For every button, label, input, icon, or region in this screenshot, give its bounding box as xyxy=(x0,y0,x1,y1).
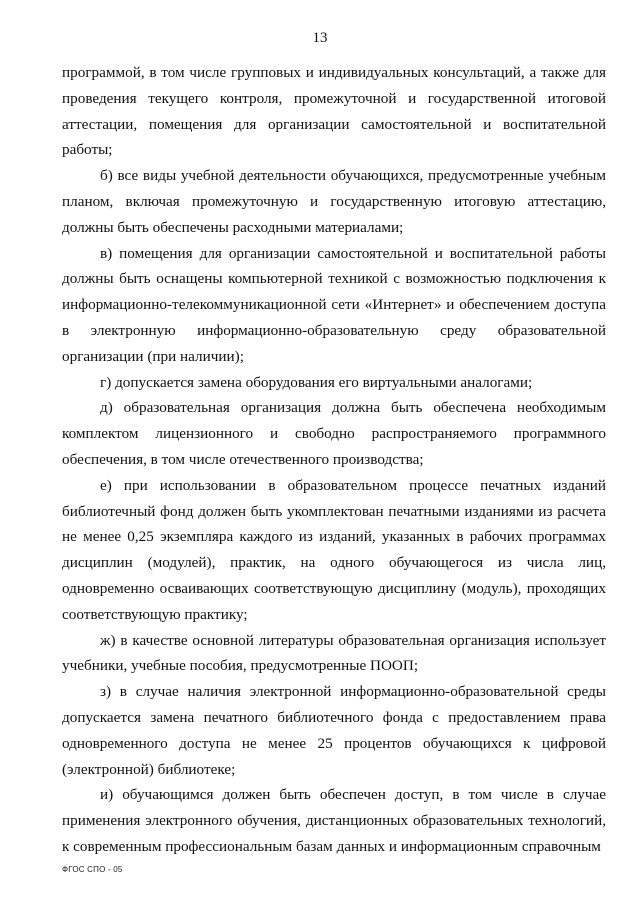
paragraph-item-e: е) при использовании в образовательном процессе печатных изданий библиотечный фонд должен быть укомплектован печатными изданиями из расчета не менее 0,25 экземпляра каждого из изданий, указанных в рабочих программах дисциплин (модулей), практик, на одного обучающегося из числа лиц, одновременно осваивающих соответствующую дисциплину (модуль), проходящих соответствующую практику; xyxy=(62,476,606,623)
document-body xyxy=(62,60,606,860)
paragraph-item-z: з) в случае наличия электронной информационно-образовательной среды допускается замена печатного библиотечного фонда с предоставлением права одновременного доступа не менее 25 процентов обучающихся к цифровой (электронной) библиотеке; xyxy=(62,683,606,778)
paragraph-item-i: и) обучающимся должен быть обеспечен доступ, в том числе в случае применения электронного обучения, дистанционных образовательных технологий, к современным профессиональным базам данных и информационным справочным xyxy=(62,786,606,855)
paragraph-item-zh: ж) в качестве основной литературы образовательная организация использует учебники, учебные пособия, предусмотренные ПООП; xyxy=(62,631,606,675)
paragraph-item-v: в) помещения для организации самостоятельной и воспитательной работы должны быть оснащены компьютерной техникой с возможностью подключения к информационно-телекоммуникационной сети «Интернет» и обеспечением доступа в электронную информационно-образовательную среду образовательной организации (при наличии); xyxy=(62,244,606,365)
paragraph-item-d: д) образовательная организация должна быть обеспечена необходимым комплектом лицензионного и свободно распространяемого программного обеспечения, в том числе отечественного производства; xyxy=(62,399,606,468)
page-number: 13 xyxy=(312,30,328,46)
paragraph-item-b: б) все виды учебной деятельности обучающихся, предусмотренные учебным планом, включая промежуточную и государственную итоговую аттестацию, должны быть обеспечены расходными материалами; xyxy=(62,167,606,236)
footer-label: ФГОС СПО - 05 xyxy=(62,865,123,874)
paragraph-continuation: программой, в том числе групповых и индивидуальных консультаций, а также для проведения текущего контроля, промежуточной и государственной итоговой аттестации, помещения для организации самостоятельной и воспитательной работы; xyxy=(62,64,606,159)
paragraph-item-g: г) допускается замена оборудования его виртуальными аналогами; xyxy=(100,373,533,391)
